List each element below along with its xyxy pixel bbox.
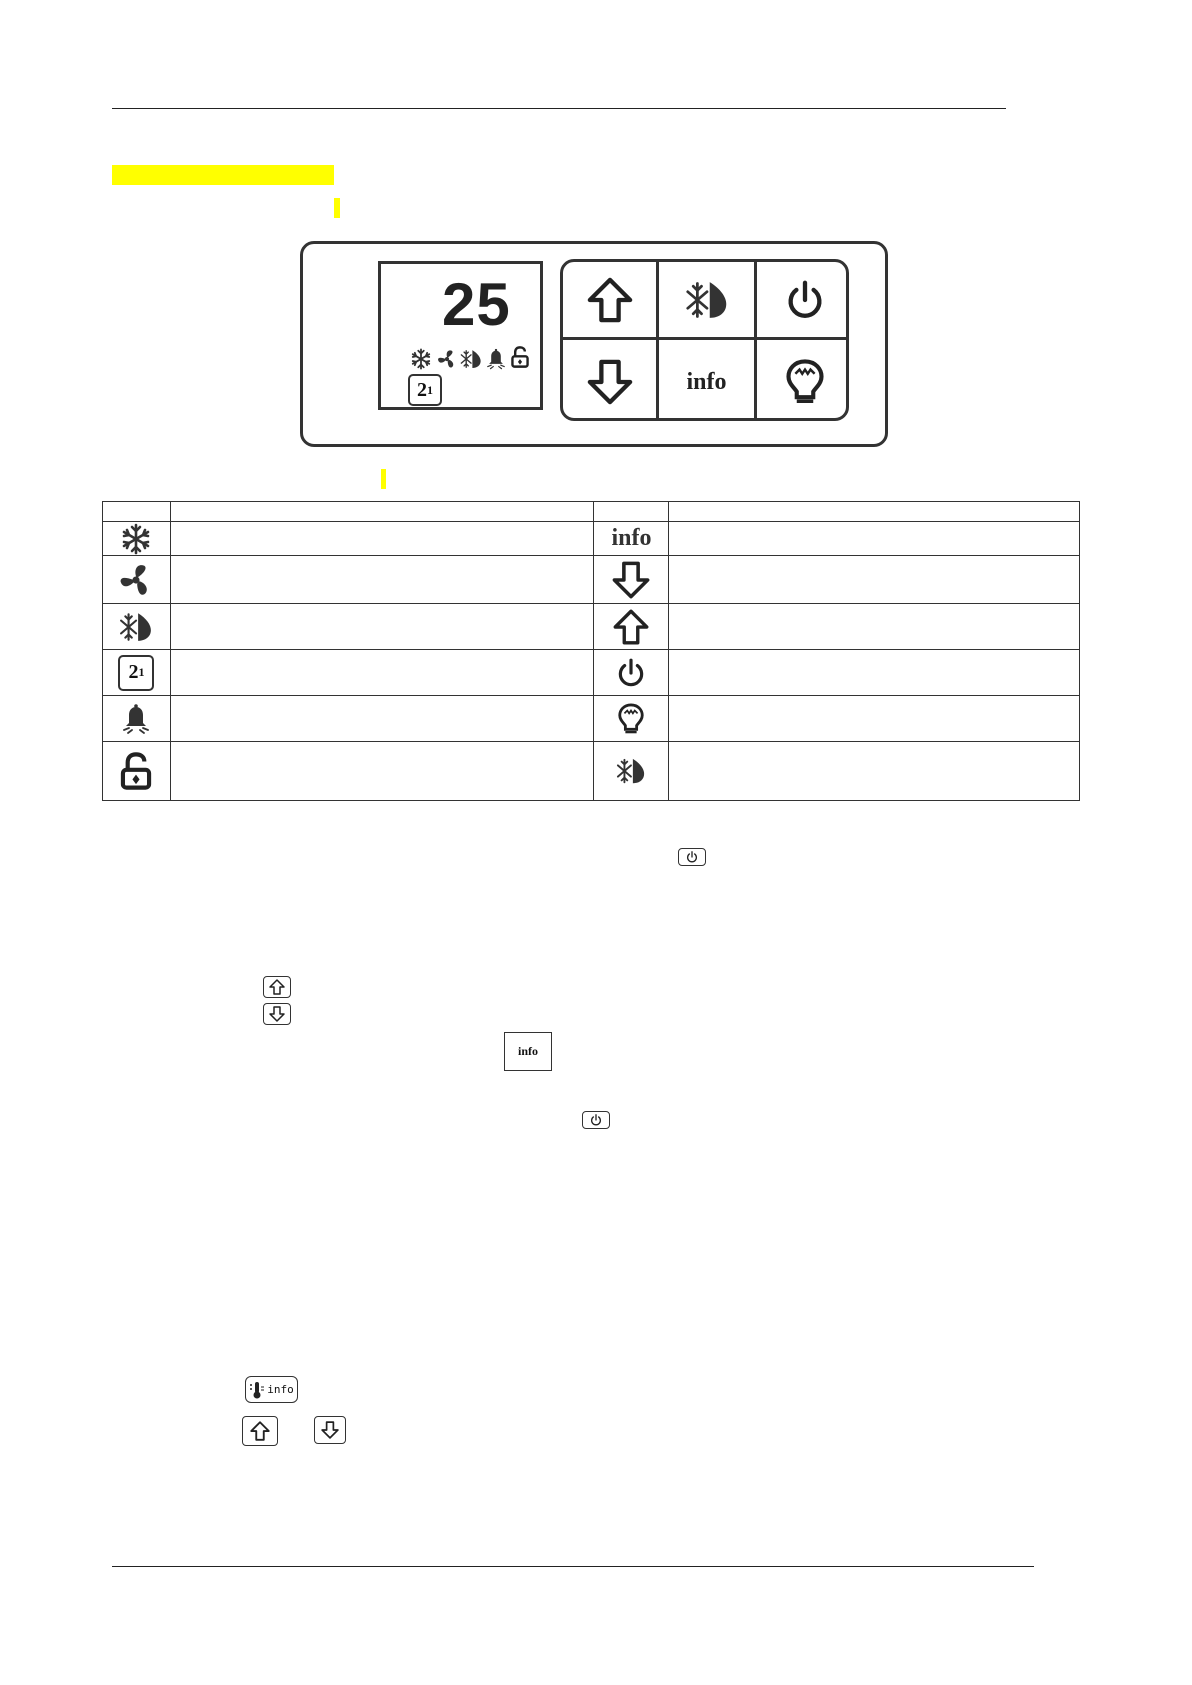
keypad [560,259,849,421]
defrost-icon [460,348,482,370]
thermometer-icon [249,1381,265,1399]
info-symbol: info [611,525,652,551]
inline-down-key [314,1416,346,1444]
fan-icon [117,561,155,599]
power-key[interactable] [757,262,849,340]
table-row [103,742,1080,801]
inline-down-key [263,1003,291,1025]
table-row [103,502,1080,522]
two-one-icon: 2 1 [118,655,154,691]
highlight-bar-title [112,165,334,185]
header-rule [112,108,1006,109]
arrow-up-icon [587,276,633,324]
defrost-key[interactable] [659,262,757,340]
arrow-down-icon [612,561,650,599]
arrow-down-icon [321,1421,339,1439]
defrost-icon [119,610,153,644]
light-bulb-icon [616,703,646,735]
power-icon [782,277,828,323]
table-row [103,696,1080,742]
defrost-icon [685,278,729,322]
arrow-up-icon [269,979,285,995]
inline-up-key [242,1416,278,1446]
inline-temp-info-key [245,1376,298,1403]
power-icon [685,850,699,864]
highlight-mark-2 [381,469,386,489]
padlock-icon [509,346,531,368]
inline-power-key [582,1111,610,1129]
legend-table [102,501,1080,801]
padlock-icon [117,749,155,793]
footer-rule [112,1566,1034,1567]
alarm-bell-icon [120,702,152,736]
defrost-icon [616,756,646,786]
snowflake-icon [410,348,432,370]
power-icon [589,1113,603,1127]
table-row [103,650,1080,696]
inline-power-key [678,848,706,866]
down-key[interactable] [563,340,659,421]
snowflake-icon [120,523,152,555]
arrow-down-icon [269,1006,285,1022]
arrow-down-icon [587,358,633,406]
table-row [103,556,1080,604]
two-one-icon: 2 1 [408,374,442,406]
inline-up-key [263,976,291,998]
light-key[interactable] [757,340,849,421]
info-key[interactable]: info [659,340,757,421]
inline-info-key: info [504,1032,552,1071]
fan-icon [436,348,458,370]
light-bulb-icon [783,357,827,407]
arrow-up-icon [613,609,649,645]
temp-info-label: info [267,1383,294,1396]
temperature-readout: 25 [442,271,511,338]
alarm-bell-icon [485,348,507,370]
up-key[interactable] [563,262,659,340]
power-icon [614,656,648,690]
highlight-mark-1 [334,198,340,218]
table-row [103,522,1080,556]
arrow-up-icon [250,1421,270,1441]
table-row [103,604,1080,650]
